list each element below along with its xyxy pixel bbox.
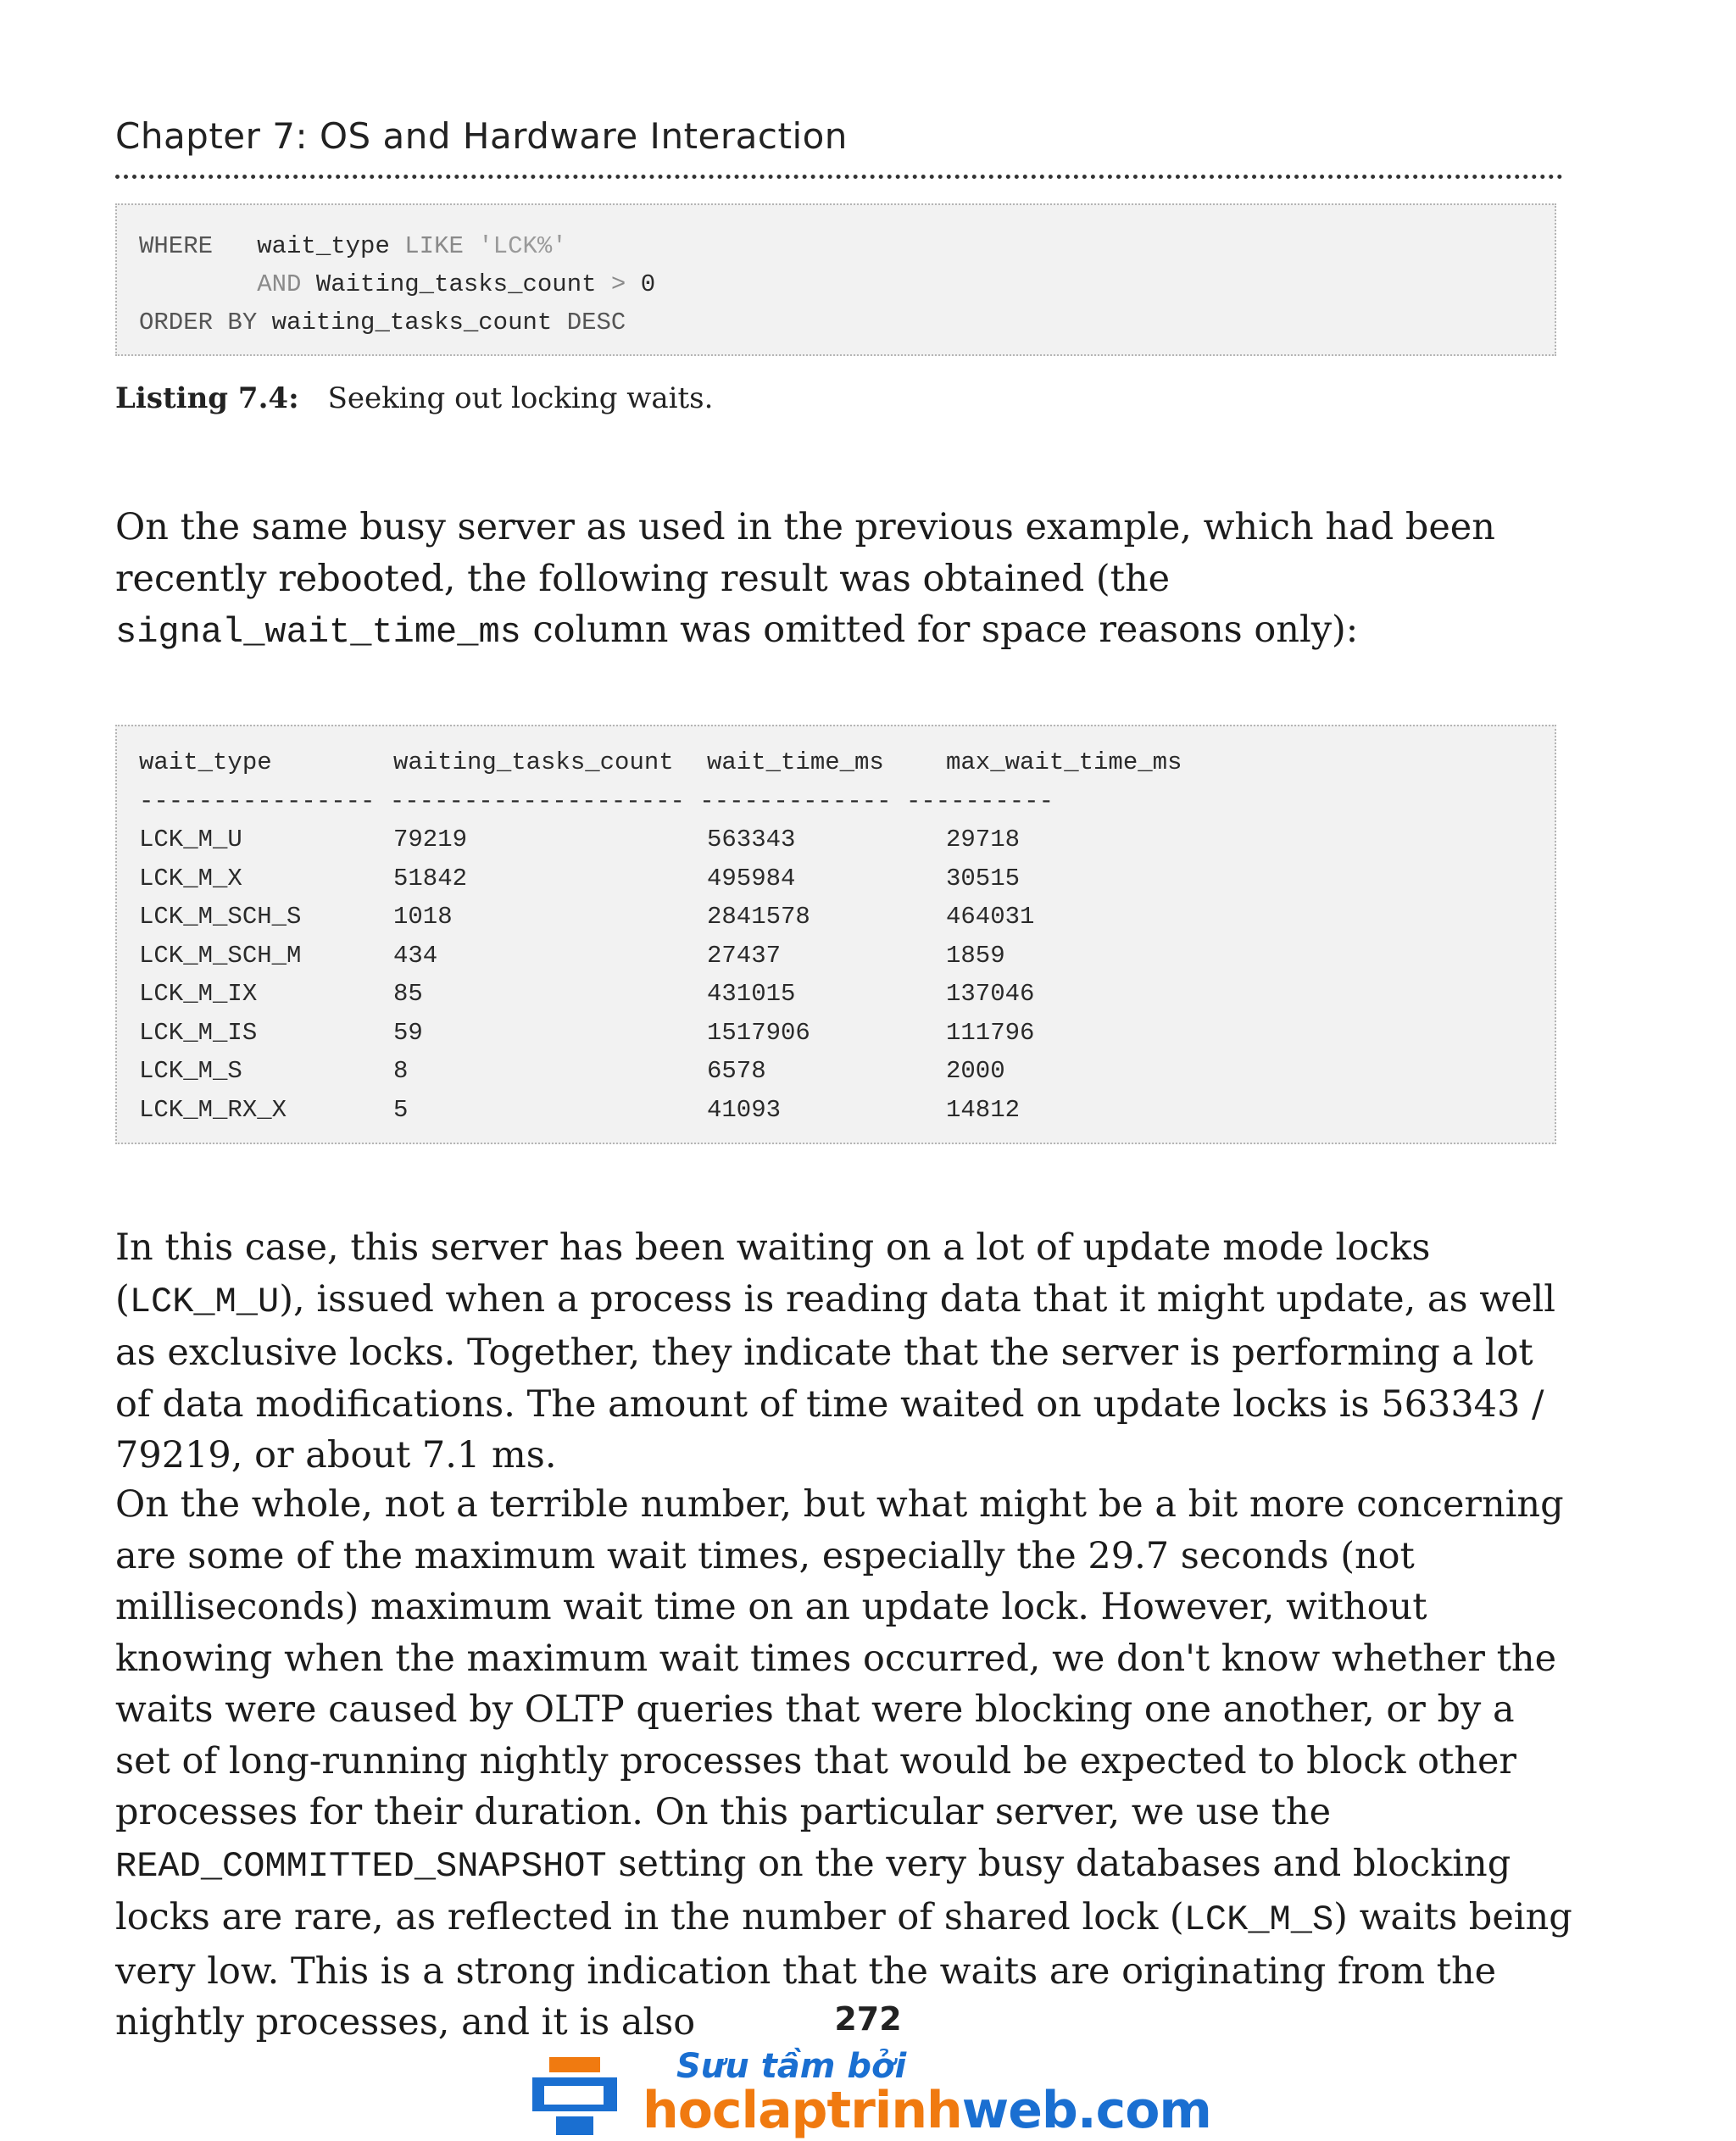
- printer-icon: [532, 2057, 634, 2138]
- inline-code: READ_COMMITTED_SNAPSHOT: [115, 1845, 607, 1887]
- inline-code: LCK_M_U: [129, 1281, 280, 1322]
- table-row: LCK_M_IS 59 1517906 111796: [139, 1018, 1035, 1047]
- chapter-header: Chapter 7: OS and Hardware Interaction: [115, 115, 848, 157]
- page-number: 272: [834, 2000, 902, 2038]
- inline-code: signal_wait_time_ms: [115, 612, 521, 653]
- table-row: LCK_M_IX 85 431015 137046: [139, 980, 1035, 1008]
- results-table: [115, 725, 1556, 1144]
- listing-text: Seeking out locking waits.: [327, 381, 714, 415]
- table-row: LCK_M_SCH_M 434 27437 1859: [139, 941, 1005, 970]
- table-row: LCK_M_SCH_S 1018 2841578 464031: [139, 903, 1035, 931]
- watermark-caption: Sưu tầm bởi: [676, 2047, 907, 2086]
- listing-caption: [115, 381, 713, 415]
- code-line: ORDER BY waiting_tasks_count DESC: [139, 309, 626, 336]
- watermark-site: hoclaptrinhweb.com: [643, 2081, 1211, 2140]
- table-header-row: wait_type waiting_tasks_count wait_time_ms max_wait_time_ms: [139, 748, 1182, 776]
- table-row: LCK_M_U 79219 563343 29718: [139, 826, 1021, 854]
- inline-code: LCK_M_S: [1183, 1899, 1334, 1940]
- table-row: LCK_M_S 8 6578 2000: [139, 1057, 1005, 1085]
- code-line: WHERE wait_type LIKE 'LCK%': [139, 232, 567, 260]
- paragraph-3: On the whole, not a terrible number, but what might be a bit more concerning are some of the maximum wait times, especially the 29.7 seconds (not milliseconds) maximum wait time on an update lock. However, without knowing when the maximum wait times occurred, we don't know whether the waits were caused by OLTP queries that were blocking one another, or by a set of long-running nightly processes that would be expected to block other processes for their duration. On this particular server, we use the READ_COMMITTED_SNAPSHOT setting on the very busy databases and blocking locks are rare, as reflected in the number of shared lock (LCK_M_S) waits being very low. This is a strong indication that the waits are originating from the nightly processes, and it is also: [115, 1483, 1572, 2044]
- listing-label: Listing 7.4:: [115, 381, 299, 415]
- table-row: LCK_M_X 51842 495984 30515: [139, 864, 1021, 893]
- table-separator: ---------------- -------------------- ------------- ----------: [139, 787, 1054, 815]
- code-line: AND Waiting_tasks_count > 0: [139, 270, 656, 298]
- paragraph-1: On the same busy server as used in the previous example, which had been recently rebooted, the following result was obtained (the signal_wait_time_ms column was omitted for space reasons only):: [115, 506, 1495, 653]
- table-row: LCK_M_RX_X 5 41093 14812: [139, 1095, 1021, 1124]
- header-divider: [115, 175, 1563, 179]
- watermark-logo: [532, 2047, 1227, 2141]
- paragraph-2: In this case, this server has been waiting on a lot of update mode locks (LCK_M_U), issued when a process is reading data that it might update, as well as exclusive locks. Together, they indicate that the server is performing a lot of data modifications. The amount of time waited on update locks is 563343 / 79219, or about 7.1 ms.: [115, 1226, 1556, 1476]
- code-listing: [115, 203, 1556, 356]
